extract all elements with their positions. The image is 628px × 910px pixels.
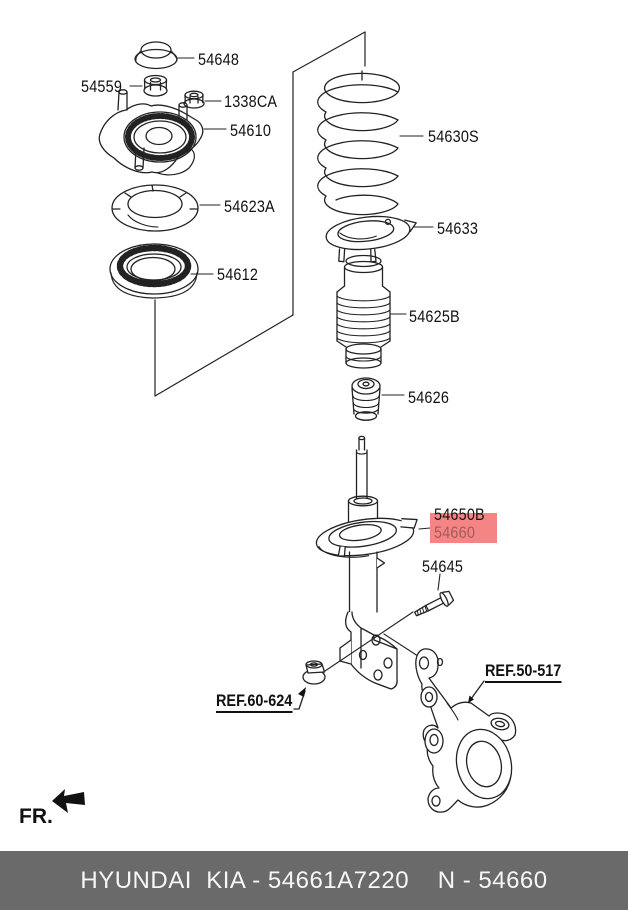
footer-banner-text: HYUNDAI KIA - 54661A7220 N - 54660 xyxy=(80,866,548,894)
part-label-54650b[interactable]: 54650B xyxy=(434,505,485,524)
part-label-54633[interactable]: 54633 xyxy=(437,219,479,238)
ref-50-517-arrow xyxy=(468,681,484,703)
cap-drawing xyxy=(135,42,177,69)
part-label-54559[interactable]: 54559 xyxy=(81,77,123,96)
part-label-54648[interactable]: 54648 xyxy=(198,50,240,69)
spring-seat-lower-drawing xyxy=(325,212,420,266)
fr-direction-label: FR. xyxy=(19,805,53,828)
part-label-54623a[interactable]: 54623A xyxy=(224,197,275,216)
nut-54559-drawing xyxy=(144,76,167,97)
part-label-54610[interactable]: 54610 xyxy=(230,121,272,140)
part-label-54630s[interactable]: 54630S xyxy=(428,127,479,146)
fr-arrow-icon xyxy=(52,789,85,813)
part-label-54625b[interactable]: 54625B xyxy=(409,307,460,326)
coil-spring-drawing xyxy=(318,71,400,215)
part-label-54660-highlighted[interactable]: 54660 xyxy=(434,523,476,542)
bumper-stopper-drawing xyxy=(352,378,380,420)
part-label-54645[interactable]: 54645 xyxy=(422,557,464,576)
ref-60-624-arrow xyxy=(294,687,306,709)
footer-banner xyxy=(0,851,628,910)
ref-label-50-517[interactable]: REF.50-517 xyxy=(485,662,561,683)
flange-nut-drawing xyxy=(303,661,325,684)
part-label-54626[interactable]: 54626 xyxy=(408,388,450,407)
spring-seat-upper-drawing xyxy=(112,185,198,231)
dust-cover-drawing xyxy=(337,256,390,369)
ref-label-60-624[interactable]: REF.60-624 xyxy=(216,692,292,713)
part-label-1338ca[interactable]: 1338CA xyxy=(224,92,278,111)
strut-assembly-drawing xyxy=(314,436,421,689)
strut-mount-drawing xyxy=(99,90,202,175)
part-label-54612[interactable]: 54612 xyxy=(217,265,259,284)
bearing-drawing xyxy=(110,244,198,298)
bolt-drawing xyxy=(412,589,454,621)
